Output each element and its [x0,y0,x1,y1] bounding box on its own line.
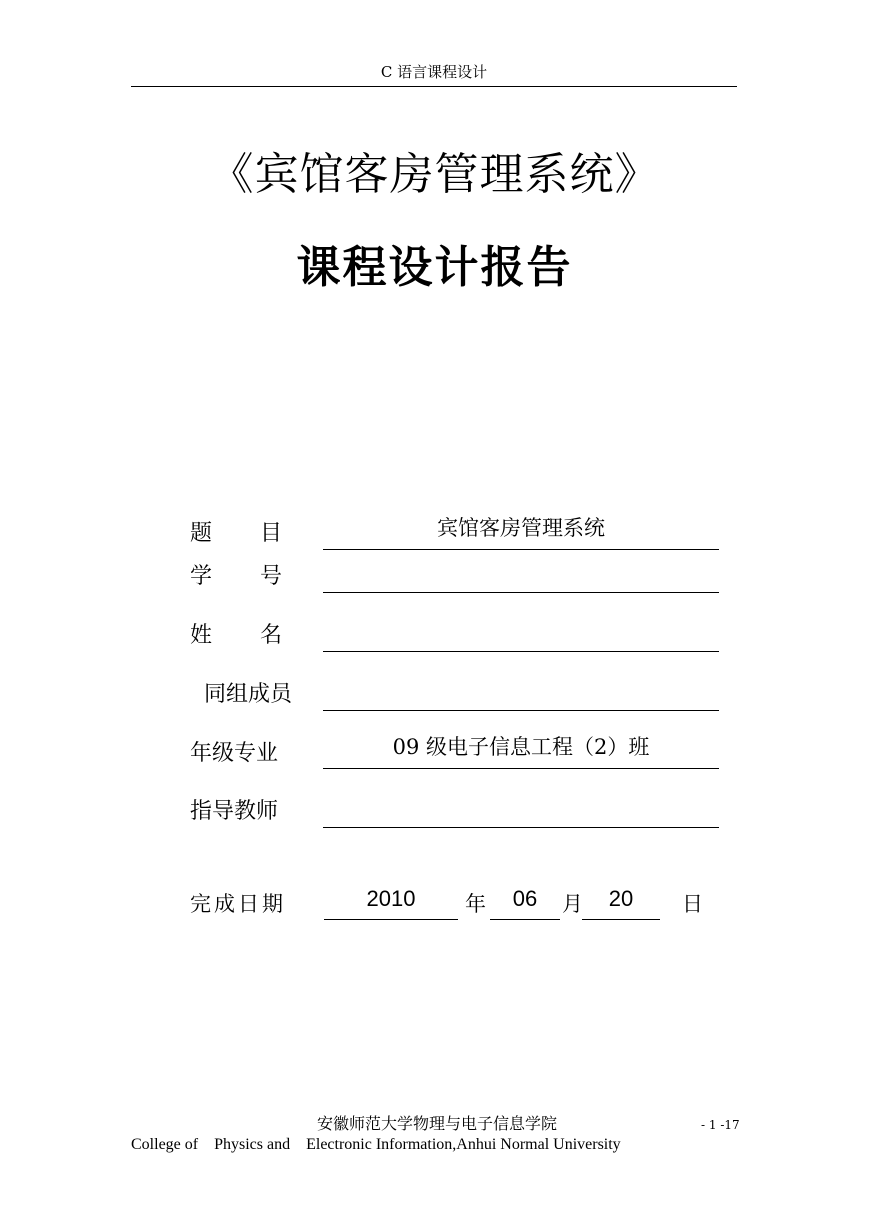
advisor-label: 指导教师 [190,799,279,824]
month-unit-label: 月 [562,892,583,916]
name-label-char-1: 姓 [190,623,213,648]
footer-page-number: - 1 -17 [701,1118,740,1132]
footer-institution-en: College of Physics and Electronic Information,Anhui Normal University [131,1136,621,1153]
footer-institution-cn: 安徽师范大学物理与电子信息学院 [317,1114,558,1133]
completion-year-value: 2010 [366,886,416,911]
completion-month-value: 06 [512,886,538,911]
header-rule [131,86,737,87]
grade-major-label: 年级专业 [190,741,279,766]
student-id-label-char-1: 学 [190,564,213,589]
topic-value: 宾馆客房管理系统 [437,516,605,540]
completion-day-underline [582,919,660,920]
completion-day-value: 20 [608,886,634,911]
name-label [190,622,282,650]
group-members-underline [323,710,719,711]
student-id-label [190,563,282,591]
report-title: 《宾馆客房管理系统》 [209,149,660,200]
advisor-underline [323,827,719,828]
student-id-underline [323,592,719,593]
name-underline [323,651,719,652]
day-unit-label: 日 [682,892,703,916]
student-id-label-char-2: 号 [259,564,282,589]
topic-label-char-1: 题 [190,521,213,546]
group-members-label: 同组成员 [204,682,293,707]
grade-major-value: 09 级电子信息工程（2）班 [392,735,650,759]
grade-major-underline [323,768,719,769]
completion-month-underline [490,919,560,920]
running-header: C 语言课程设计 [380,63,488,81]
report-subtitle: 课程设计报告 [296,242,573,293]
year-unit-label: 年 [465,892,486,916]
topic-label [190,520,282,548]
completion-date-label: 完成日期 [190,892,286,916]
topic-underline [323,549,719,550]
name-label-char-2: 名 [259,623,282,648]
topic-label-char-2: 目 [259,521,282,546]
completion-year-underline [324,919,458,920]
